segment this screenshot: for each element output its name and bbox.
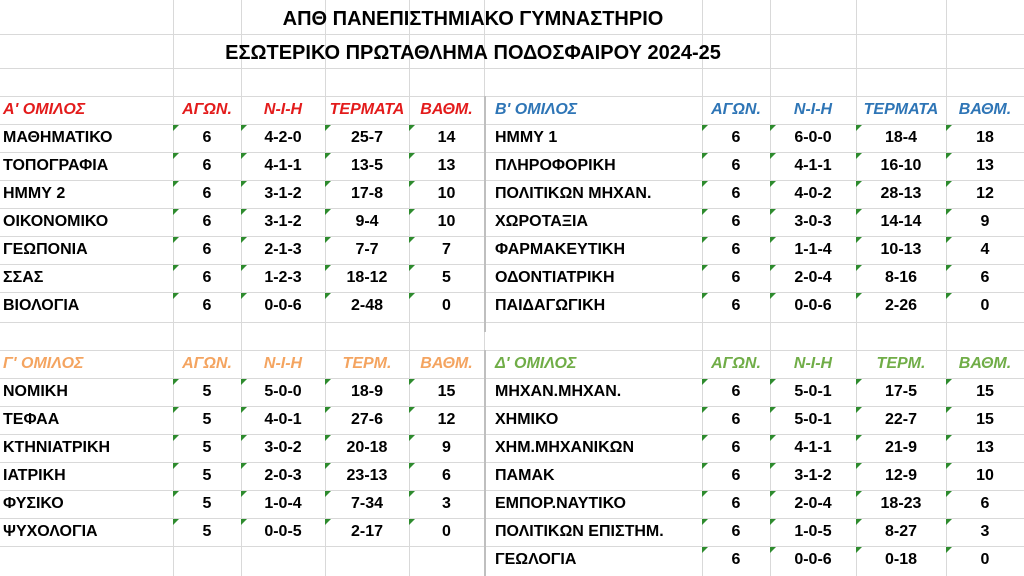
group-name: Γ' ΟΜΙΛΟΣ	[3, 355, 84, 372]
cell-comment-marker	[702, 547, 708, 553]
points: 15	[946, 379, 1024, 405]
grid-row-line	[0, 34, 1024, 35]
win-draw-loss: 3-0-2	[241, 435, 325, 461]
points: 13	[946, 153, 1024, 179]
games-played: 6	[702, 519, 770, 545]
team-name: ΤΕΦΑΑ	[3, 411, 60, 428]
cell-comment-marker	[702, 293, 708, 299]
win-draw-loss: 0-0-6	[241, 293, 325, 319]
cell-comment-marker	[770, 547, 776, 553]
games-header: ΑΓΩΝ.	[182, 355, 232, 372]
team-name: ΕΜΠΟΡ.ΝΑΥΤΙΚΟ	[495, 495, 626, 512]
points-header: ΒΑΘΜ.	[958, 101, 1012, 118]
team-row	[0, 519, 1024, 545]
points: 10	[409, 209, 484, 235]
page-subtitle: ΕΣΩΤΕΡΙΚΟ ΠΡΩΤΑΘΛΗΜΑ ΠΟΔΟΣΦΑΙΡΟΥ 2024-25	[225, 42, 721, 64]
games-played: 6	[702, 293, 770, 319]
points: 6	[946, 265, 1024, 291]
goals: 7-34	[325, 491, 409, 517]
goals: 9-4	[325, 209, 409, 235]
cell-comment-marker	[770, 491, 776, 497]
team-name: ΟΔΟΝΤΙΑΤΡΙΚΗ	[495, 269, 615, 286]
points: 0	[409, 519, 484, 545]
games-played: 6	[702, 209, 770, 235]
games-played: 6	[173, 153, 241, 179]
group-header-row	[0, 351, 1024, 377]
team-name: ΦΑΡΜΑΚΕΥΤΙΚΗ	[495, 241, 626, 258]
cell-comment-marker	[856, 463, 862, 469]
win-draw-loss: 3-1-2	[241, 209, 325, 235]
team-row	[0, 463, 1024, 489]
cell-comment-marker	[856, 293, 862, 299]
group-name: Α' ΟΜΙΛΟΣ	[3, 101, 86, 118]
games-played: 6	[702, 237, 770, 263]
grid-row-line	[0, 322, 1024, 323]
goals: 16-10	[856, 153, 946, 179]
points: 9	[946, 209, 1024, 235]
team-name: ΓΕΩΠΟΝΙΑ	[3, 241, 88, 258]
team-name: ΠΟΛΙΤΙΚΩΝ ΜΗΧΑΝ.	[495, 185, 652, 202]
goals: 18-4	[856, 125, 946, 151]
win-draw-loss: 5-0-0	[241, 379, 325, 405]
points: 5	[409, 265, 484, 291]
games-played: 6	[702, 153, 770, 179]
goals: 8-27	[856, 519, 946, 545]
goals: 21-9	[856, 435, 946, 461]
cell-comment-marker	[946, 519, 952, 525]
cell-comment-marker	[856, 435, 862, 441]
cell-comment-marker	[770, 463, 776, 469]
team-name: ΜΗΧΑΝ.ΜΗΧΑΝ.	[495, 383, 622, 400]
win-draw-loss: 1-0-4	[241, 491, 325, 517]
team-row	[0, 491, 1024, 517]
points: 14	[409, 125, 484, 151]
team-name: ΠΟΛΙΤΙΚΩΝ ΕΠΙΣΤΗΜ.	[495, 523, 664, 540]
goals: 8-16	[856, 265, 946, 291]
points: 0	[946, 293, 1024, 319]
win-draw-loss-header: Ν-Ι-Η	[793, 101, 833, 118]
games-played: 6	[702, 407, 770, 433]
games-played: 6	[702, 547, 770, 573]
goals: 0-18	[856, 547, 946, 573]
cell-comment-marker	[856, 379, 862, 385]
cell-comment-marker	[770, 407, 776, 413]
cell-comment-marker	[856, 547, 862, 553]
cell-comment-marker	[702, 209, 708, 215]
team-name: ΠΑΙΔΑΓΩΓΙΚΗ	[495, 297, 606, 314]
win-draw-loss: 5-0-1	[770, 379, 856, 405]
cell-comment-marker	[856, 125, 862, 131]
games-played: 5	[173, 407, 241, 433]
team-name: ΧΗΜΙΚΟ	[495, 411, 559, 428]
goals: 2-17	[325, 519, 409, 545]
cell-comment-marker	[856, 519, 862, 525]
cell-comment-marker	[856, 265, 862, 271]
team-row	[0, 237, 1024, 263]
games-played: 6	[702, 265, 770, 291]
games-played: 6	[702, 435, 770, 461]
points: 4	[946, 237, 1024, 263]
team-name: ΟΙΚΟΝΟΜΙΚΟ	[3, 213, 109, 230]
win-draw-loss: 1-0-5	[770, 519, 856, 545]
games-played: 6	[702, 379, 770, 405]
points: 12	[409, 407, 484, 433]
goals: 13-5	[325, 153, 409, 179]
games-played: 6	[702, 491, 770, 517]
team-row	[0, 209, 1024, 235]
win-draw-loss: 0-0-5	[241, 519, 325, 545]
goals: 18-23	[856, 491, 946, 517]
games-played: 6	[173, 293, 241, 319]
win-draw-loss: 1-1-4	[770, 237, 856, 263]
cell-comment-marker	[770, 265, 776, 271]
points: 7	[409, 237, 484, 263]
points: 3	[946, 519, 1024, 545]
goals: 7-7	[325, 237, 409, 263]
win-draw-loss: 2-0-4	[770, 265, 856, 291]
cell-comment-marker	[702, 407, 708, 413]
points-header: ΒΑΘΜ.	[420, 101, 473, 118]
team-name: ΧΩΡΟΤΑΞΙΑ	[495, 213, 589, 230]
points: 15	[946, 407, 1024, 433]
cell-comment-marker	[702, 153, 708, 159]
cell-comment-marker	[946, 293, 952, 299]
games-played: 6	[173, 125, 241, 151]
cell-comment-marker	[946, 265, 952, 271]
points: 9	[409, 435, 484, 461]
win-draw-loss: 0-0-6	[770, 293, 856, 319]
cell-comment-marker	[770, 209, 776, 215]
win-draw-loss: 4-0-2	[770, 181, 856, 207]
cell-comment-marker	[946, 491, 952, 497]
cell-comment-marker	[770, 519, 776, 525]
goals: 23-13	[325, 463, 409, 489]
goals-header: ΤΕΡΜΑΤΑ	[863, 101, 939, 118]
points: 13	[946, 435, 1024, 461]
points: 3	[409, 491, 484, 517]
win-draw-loss-header: Ν-Ι-Η	[793, 355, 833, 372]
cell-comment-marker	[770, 237, 776, 243]
games-played: 5	[173, 491, 241, 517]
grid-row-line	[0, 68, 1024, 69]
win-draw-loss: 2-0-4	[770, 491, 856, 517]
cell-comment-marker	[946, 153, 952, 159]
group-name: Δ' ΟΜΙΛΟΣ	[495, 355, 577, 372]
goals-header: ΤΕΡΜΑΤΑ	[329, 101, 405, 118]
cell-comment-marker	[946, 547, 952, 553]
points: 10	[409, 181, 484, 207]
games-played: 6	[173, 237, 241, 263]
cell-comment-marker	[946, 237, 952, 243]
goals-header: ΤΕΡΜ.	[876, 355, 926, 372]
win-draw-loss: 4-2-0	[241, 125, 325, 151]
cell-comment-marker	[770, 435, 776, 441]
win-draw-loss: 3-1-2	[241, 181, 325, 207]
team-row	[0, 547, 1024, 573]
group-name: Β' ΟΜΙΛΟΣ	[495, 101, 578, 118]
win-draw-loss: 5-0-1	[770, 407, 856, 433]
win-draw-loss: 6-0-0	[770, 125, 856, 151]
cell-comment-marker	[702, 491, 708, 497]
team-row	[0, 435, 1024, 461]
games-played: 5	[173, 435, 241, 461]
team-name: ΙΑΤΡΙΚΗ	[3, 467, 66, 484]
cell-comment-marker	[702, 125, 708, 131]
games-played: 6	[173, 181, 241, 207]
goals: 2-48	[325, 293, 409, 319]
win-draw-loss-header: Ν-Ι-Η	[263, 355, 303, 372]
points: 6	[409, 463, 484, 489]
win-draw-loss: 1-2-3	[241, 265, 325, 291]
points: 13	[409, 153, 484, 179]
games-header: ΑΓΩΝ.	[711, 355, 761, 372]
points: 0	[409, 293, 484, 319]
cell-comment-marker	[946, 435, 952, 441]
team-name: ΓΕΩΛΟΓΙΑ	[495, 551, 577, 568]
cell-comment-marker	[770, 181, 776, 187]
goals: 20-18	[325, 435, 409, 461]
team-name: ΠΑΜΑΚ	[495, 467, 555, 484]
cell-comment-marker	[702, 463, 708, 469]
cell-comment-marker	[702, 237, 708, 243]
team-name: ΨΥΧΟΛΟΓΙΑ	[3, 523, 98, 540]
cell-comment-marker	[702, 435, 708, 441]
cell-comment-marker	[856, 237, 862, 243]
cell-comment-marker	[770, 293, 776, 299]
games-played: 5	[173, 519, 241, 545]
win-draw-loss: 4-1-1	[770, 435, 856, 461]
points: 0	[946, 547, 1024, 573]
win-draw-loss: 4-0-1	[241, 407, 325, 433]
win-draw-loss: 0-0-6	[770, 547, 856, 573]
win-draw-loss-header: Ν-Ι-Η	[263, 101, 303, 118]
team-name: ΗΜΜΥ 2	[3, 185, 66, 202]
team-name: ΗΜΜΥ 1	[495, 129, 558, 146]
cell-comment-marker	[856, 209, 862, 215]
cell-comment-marker	[770, 153, 776, 159]
cell-comment-marker	[702, 519, 708, 525]
goals: 2-26	[856, 293, 946, 319]
page-title: ΑΠΘ ΠΑΝΕΠΙΣΤΗΜΙΑΚΟ ΓΥΜΝΑΣΤΗΡΙΟ	[282, 8, 664, 30]
team-name: ΝΟΜΙΚΗ	[3, 383, 68, 400]
cell-comment-marker	[856, 153, 862, 159]
points: 10	[946, 463, 1024, 489]
games-played: 6	[173, 209, 241, 235]
goals: 12-9	[856, 463, 946, 489]
games-header: ΑΓΩΝ.	[711, 101, 761, 118]
cell-comment-marker	[946, 463, 952, 469]
cell-comment-marker	[856, 491, 862, 497]
cell-comment-marker	[770, 125, 776, 131]
goals: 17-5	[856, 379, 946, 405]
cell-comment-marker	[702, 181, 708, 187]
team-name: ΣΣΑΣ	[3, 269, 44, 286]
cell-comment-marker	[946, 379, 952, 385]
games-played: 6	[702, 463, 770, 489]
cell-comment-marker	[856, 407, 862, 413]
team-row	[0, 181, 1024, 207]
team-name: ΦΥΣΙΚΟ	[3, 495, 64, 512]
win-draw-loss: 2-1-3	[241, 237, 325, 263]
team-row	[0, 407, 1024, 433]
win-draw-loss: 3-0-3	[770, 209, 856, 235]
win-draw-loss: 4-1-1	[770, 153, 856, 179]
games-played: 6	[173, 265, 241, 291]
team-row	[0, 379, 1024, 405]
team-name: ΜΑΘΗΜΑΤΙΚΟ	[3, 129, 113, 146]
team-row	[0, 153, 1024, 179]
goals: 18-9	[325, 379, 409, 405]
games-played: 5	[173, 463, 241, 489]
cell-comment-marker	[946, 125, 952, 131]
goals: 18-12	[325, 265, 409, 291]
team-name: ΠΛΗΡΟΦΟΡΙΚΗ	[495, 157, 616, 174]
cell-comment-marker	[770, 379, 776, 385]
team-row	[0, 125, 1024, 151]
goals: 22-7	[856, 407, 946, 433]
points-header: ΒΑΘΜ.	[958, 355, 1012, 372]
cell-comment-marker	[946, 407, 952, 413]
cell-comment-marker	[856, 181, 862, 187]
team-name: ΤΟΠΟΓΡΑΦΙΑ	[3, 157, 109, 174]
points: 18	[946, 125, 1024, 151]
games-played: 5	[173, 379, 241, 405]
win-draw-loss: 3-1-2	[770, 463, 856, 489]
team-name: ΚΤΗΝΙΑΤΡΙΚΗ	[3, 439, 111, 456]
goals-header: ΤΕΡΜ.	[342, 355, 392, 372]
team-row	[0, 265, 1024, 291]
cell-comment-marker	[702, 379, 708, 385]
points-header: ΒΑΘΜ.	[420, 355, 473, 372]
games-header: ΑΓΩΝ.	[182, 101, 232, 118]
team-name: ΒΙΟΛΟΓΙΑ	[3, 297, 80, 314]
points: 15	[409, 379, 484, 405]
games-played: 6	[702, 181, 770, 207]
win-draw-loss: 2-0-3	[241, 463, 325, 489]
cell-comment-marker	[702, 265, 708, 271]
goals: 27-6	[325, 407, 409, 433]
group-header-row	[0, 97, 1024, 123]
goals: 10-13	[856, 237, 946, 263]
goals: 28-13	[856, 181, 946, 207]
games-played: 6	[702, 125, 770, 151]
points: 12	[946, 181, 1024, 207]
team-name: ΧΗΜ.ΜΗΧΑΝΙΚΩΝ	[495, 439, 635, 456]
goals: 25-7	[325, 125, 409, 151]
goals: 17-8	[325, 181, 409, 207]
win-draw-loss: 4-1-1	[241, 153, 325, 179]
cell-comment-marker	[946, 181, 952, 187]
goals: 14-14	[856, 209, 946, 235]
cell-comment-marker	[946, 209, 952, 215]
team-row	[0, 293, 1024, 319]
points: 6	[946, 491, 1024, 517]
